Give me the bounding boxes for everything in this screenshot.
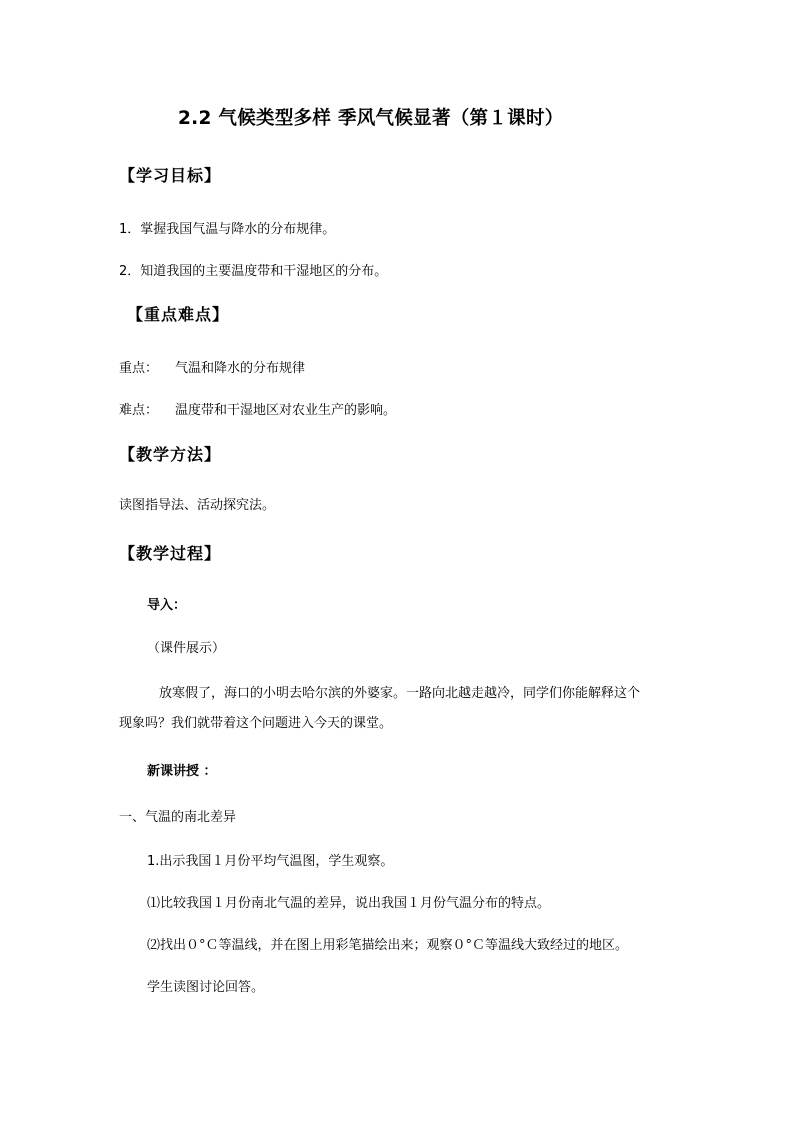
focus-text: 气温和降水的分布规律 xyxy=(175,361,306,376)
answer-note: 学生读图讨论回答。 xyxy=(147,980,265,995)
methods-text: 读图指导法、活动探究法。 xyxy=(119,498,276,513)
question-2: ⑵找出０°Ｃ等温线，并在图上用彩笔描绘出来；观察０°Ｃ等温线大致经过的地区。 xyxy=(147,938,629,953)
focus-row xyxy=(119,357,305,376)
key-points-heading: 【重点难点】 xyxy=(127,305,230,324)
story-line-2: 现象吗？我们就带着这个问题进入今天的课堂。 xyxy=(119,716,393,731)
methods-heading: 【教学方法】 xyxy=(119,445,222,464)
question-1: ⑴比较我国１月份南北气温的差异，说出我国１月份气温分布的特点。 xyxy=(147,896,551,911)
intro-label: 导入： xyxy=(147,598,187,613)
process-heading: 【教学过程】 xyxy=(119,544,222,563)
step1-text: 1.出示我国１月份平均气温图，学生观察。 xyxy=(147,854,394,869)
difficulty-text: 温度带和干湿地区对农业生产的影响。 xyxy=(175,403,397,418)
objectives-heading: 【学习目标】 xyxy=(119,166,222,185)
story-line-1: 放寒假了，海口的小明去哈尔滨的外婆家。一路向北越走越冷，同学们你能解释这个 xyxy=(159,686,641,701)
document-title: 2.2 气候类型多样 季风气候显著（第１课时） xyxy=(178,108,564,129)
focus-label: 重点： xyxy=(119,361,159,376)
objective-item-2: 2．知道我国的主要温度带和干湿地区的分布。 xyxy=(119,264,388,279)
objective-item-1: 1．掌握我国气温与降水的分布规律。 xyxy=(119,222,336,237)
courseware-note: （课件展示） xyxy=(147,641,226,656)
difficulty-label: 难点： xyxy=(119,403,159,418)
new-lesson-label: 新课讲授 ： xyxy=(147,764,217,779)
difficulty-row xyxy=(119,399,396,418)
part1-title: 一、气温的南北差异 xyxy=(119,810,237,825)
